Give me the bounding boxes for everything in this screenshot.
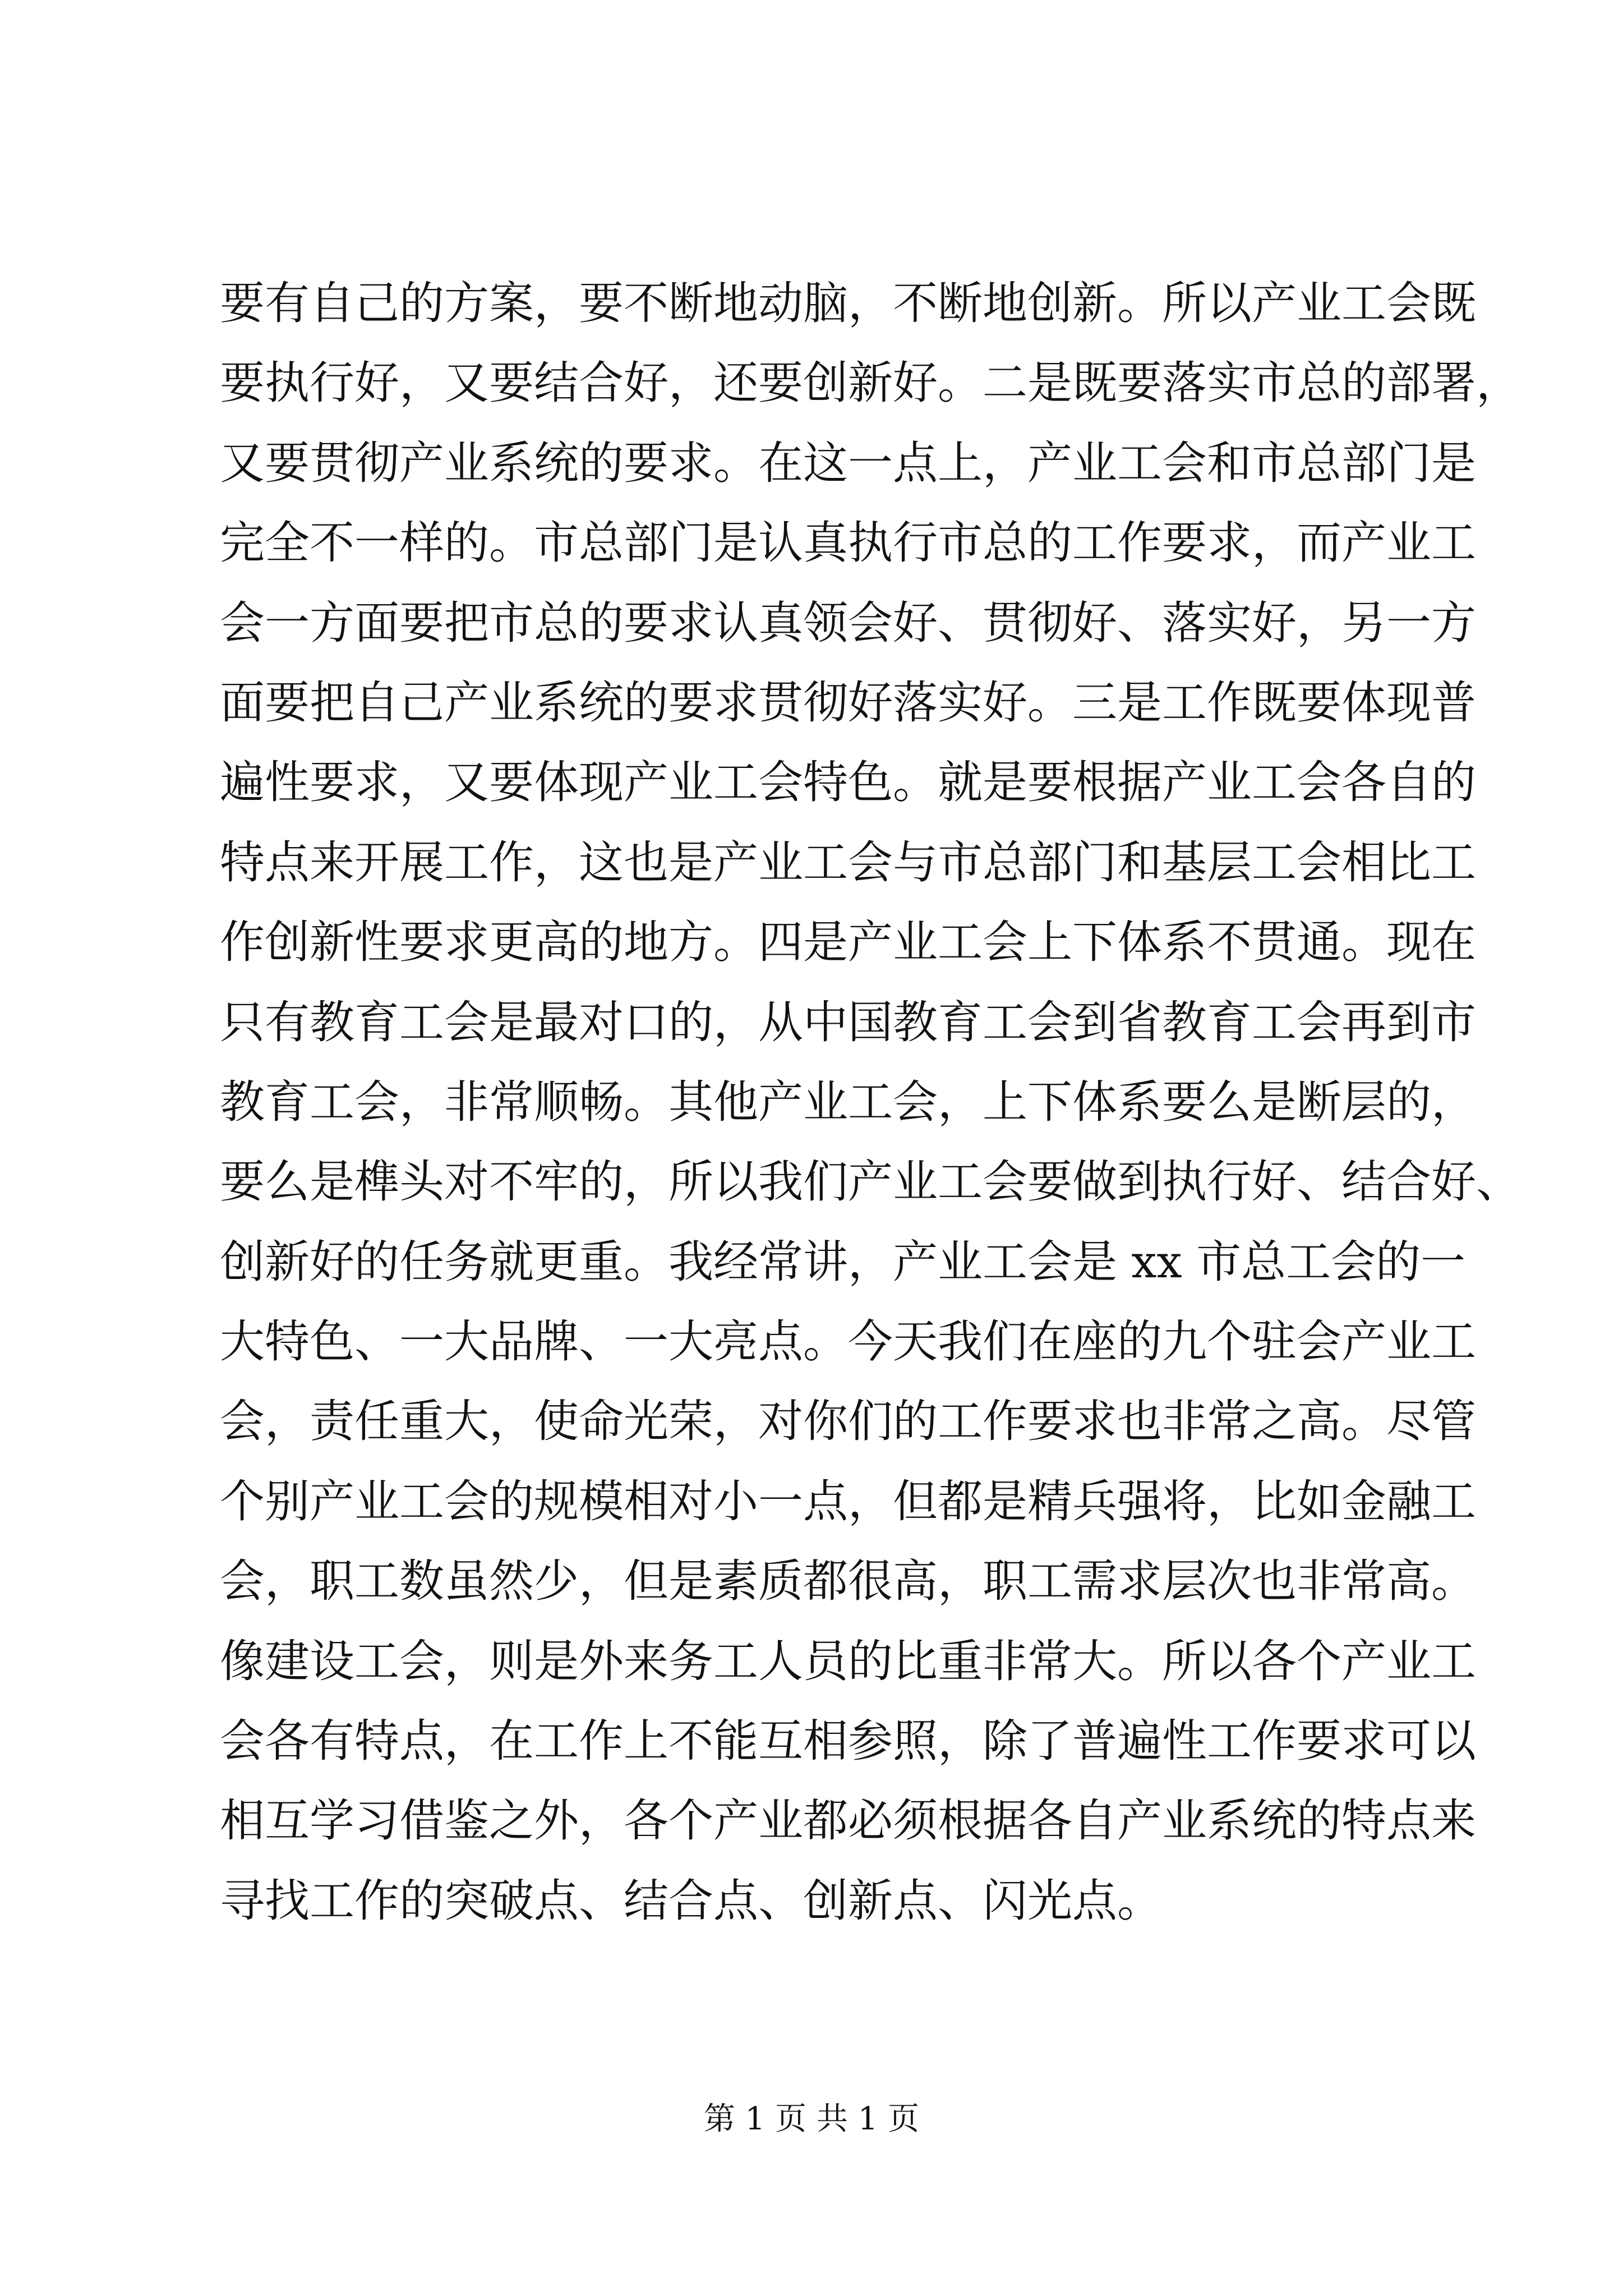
text-line: 要么是榫头对不牢的，所以我们产业工会要做到执行好、结合好、 — [220, 1156, 1521, 1208]
text-line: 会，职工数虽然少，但是素质都很高，职工需求层次也非常高。 — [220, 1555, 1476, 1608]
text-line: 完全不一样的。市总部门是认真执行市总的工作要求，而产业工 — [220, 517, 1476, 569]
text-line: 要执行好，又要结合好，还要创新好。二是既要落实市总的部署， — [220, 357, 1521, 409]
text-line: 遍性要求，又要体现产业工会特色。就是要根据产业工会各自的 — [220, 756, 1476, 809]
text-line: 寻找工作的突破点、结合点、创新点、闪光点。 — [220, 1874, 1162, 1927]
text-line: 创新好的任务就更重。我经常讲，产业工会是 xx 市总工会的一 — [220, 1235, 1466, 1288]
text-line: 会各有特点，在工作上不能互相参照，除了普遍性工作要求可以 — [220, 1715, 1476, 1768]
text-line: 要有自己的方案，要不断地动脑，不断地创新。所以产业工会既 — [220, 277, 1476, 329]
text-line: 会一方面要把市总的要求认真领会好、贯彻好、落实好，另一方 — [220, 596, 1476, 649]
text-line: 又要贯彻产业系统的要求。在这一点上，产业工会和市总部门是 — [220, 436, 1476, 489]
text-line: 教育工会，非常顺畅。其他产业工会，上下体系要么是断层的， — [220, 1075, 1476, 1128]
body-paragraph — [220, 264, 1521, 1941]
text-line: 面要把自己产业系统的要求贯彻好落实好。三是工作既要体现普 — [220, 676, 1476, 729]
text-line: 作创新性要求更高的地方。四是产业工会上下体系不贯通。现在 — [220, 916, 1476, 969]
text-line: 像建设工会，则是外来务工人员的比重非常大。所以各个产业工 — [220, 1635, 1476, 1687]
text-line: 个别产业工会的规模相对小一点，但都是精兵强将，比如金融工 — [220, 1475, 1476, 1527]
text-line: 大特色、一大品牌、一大亮点。今天我们在座的九个驻会产业工 — [220, 1315, 1476, 1368]
text-line: 相互学习借鉴之外，各个产业都必须根据各自产业系统的特点来 — [220, 1795, 1476, 1847]
text-line: 会，责任重大，使命光荣，对你们的工作要求也非常之高。尽管 — [220, 1395, 1476, 1448]
text-line: 特点来开展工作，这也是产业工会与市总部门和基层工会相比工 — [220, 836, 1476, 889]
page-footer: 第 1 页 共 1 页 — [703, 2101, 920, 2137]
text-line: 只有教育工会是最对口的，从中国教育工会到省教育工会再到市 — [220, 996, 1476, 1048]
